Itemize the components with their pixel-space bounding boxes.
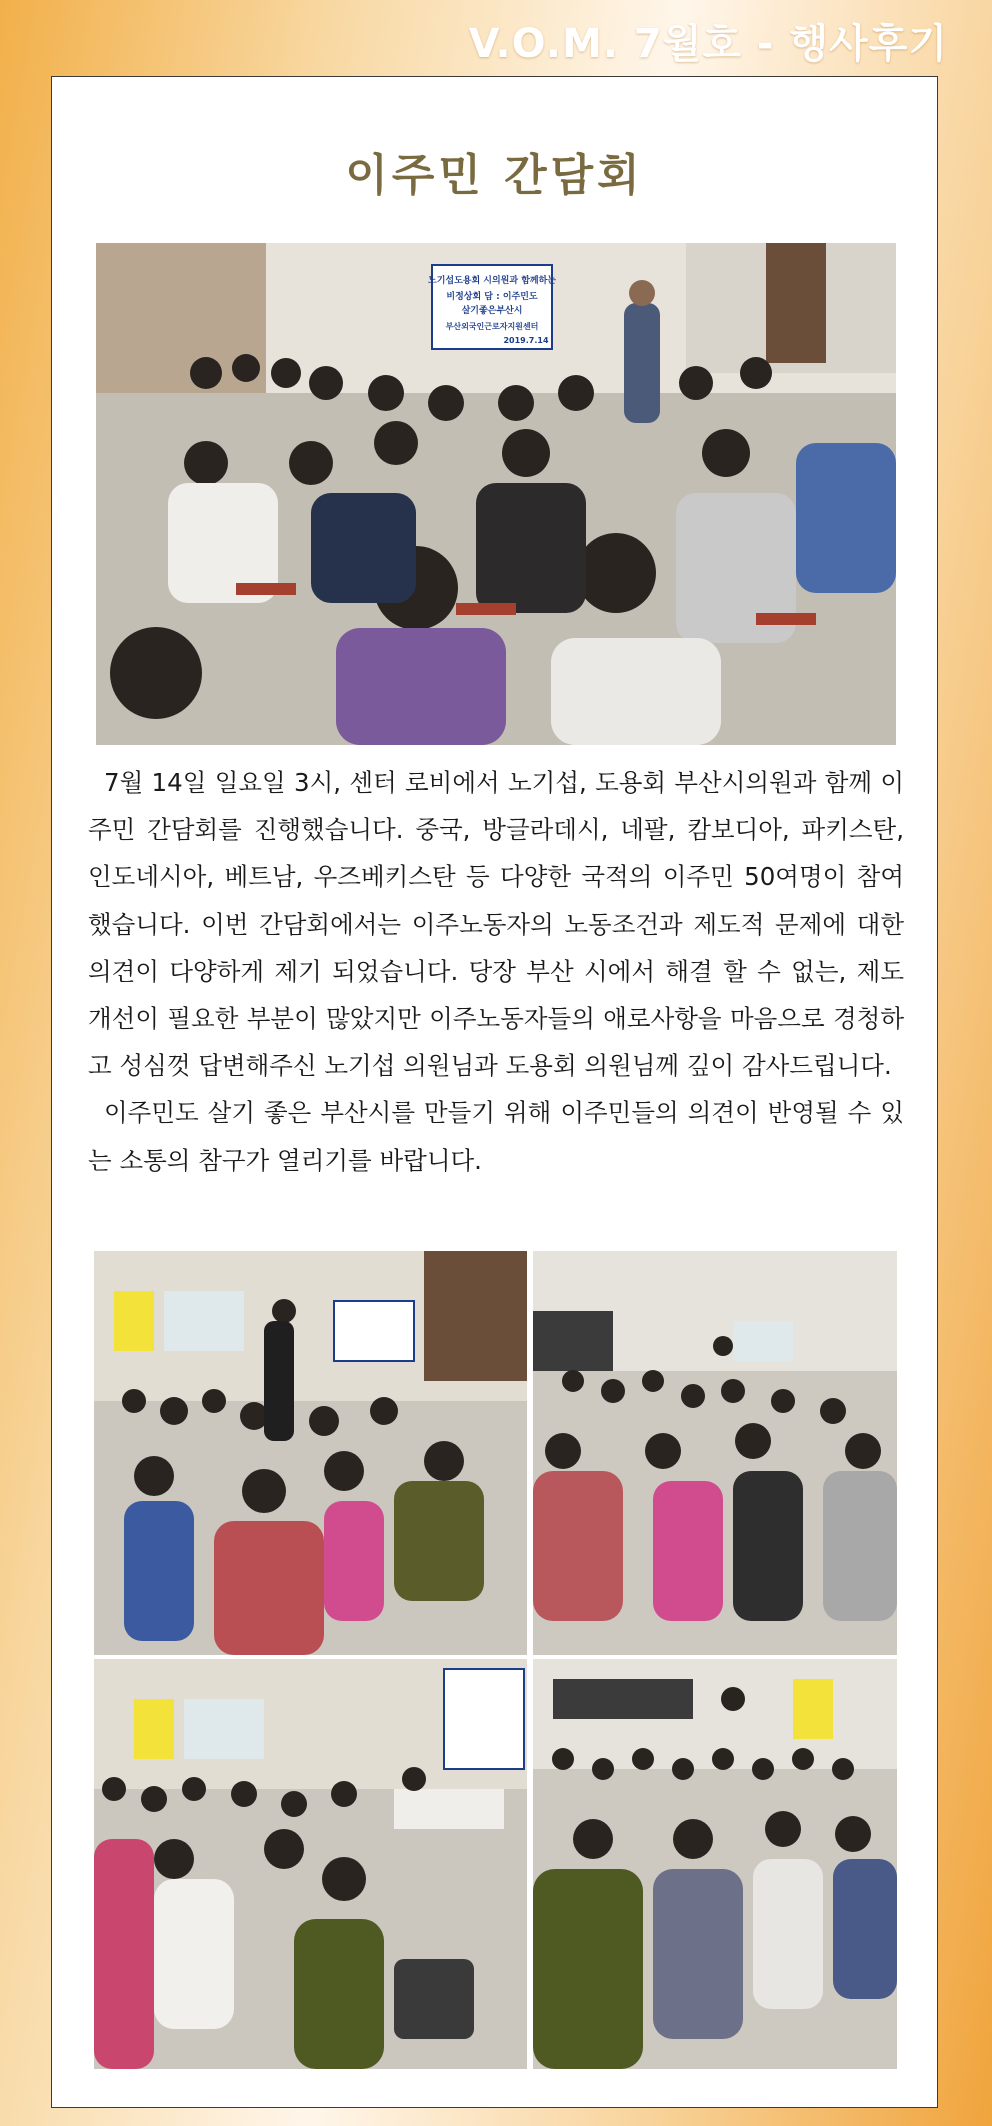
article-card xyxy=(51,76,938,2108)
event-photo-grid-1 xyxy=(94,1251,527,1655)
event-photo-grid-2 xyxy=(533,1251,897,1655)
main-event-photo xyxy=(96,243,896,745)
banner-line-1: 노기섭도용회 시의원과 함께하는 xyxy=(428,276,556,286)
event-photo-grid-3 xyxy=(94,1659,527,2069)
article-body xyxy=(88,759,904,1184)
banner-line-3: 살기좋은부산시 xyxy=(461,306,523,316)
newsletter-header-title: V.O.M. 7월호 - 행사후기 xyxy=(468,21,948,67)
banner-line-2: 비정상회 담 : 이주민도 xyxy=(446,292,538,302)
banner-date: 2019.7.14 xyxy=(503,336,549,345)
article-paragraph-2: 이주민도 살기 좋은 부산시를 만들기 위해 이주민들의 의견이 반영될 수 있는 소통의 참구가 열리기를 바랍니다. xyxy=(88,1098,904,1175)
article-paragraph-1: 7월 14일 일요일 3시, 센터 로비에서 노기섭, 도용회 부산시의원과 함께 이주민 간담회를 진행했습니다. 중국, 방글라데시, 네팔, 캄보디아, 파키스탄, 인도네시아, 베트남, 우즈베키스탄 등 다양한 국적의 이주민 50여명이 참여했습니다. 이번 간담회에서는 이주노동자의 노동조건과 제도적 문제에 대한 의견이 다양하게 제기 되었습니다. 당장 부산 시에서 해결 할 수 없는, 제도 개선이 필요한 부분이 많았지만 이주노동자들의 애로사항을 마음으로 경청하고 성심껏 답변해주신 노기섭 의원님과 도용회 의원님께 깊이 감사드립니다. xyxy=(88,768,904,1081)
banner-line-4: 부산외국인근로자지원센터 xyxy=(445,322,539,331)
article-title: 이주민 간담회 xyxy=(345,150,644,201)
event-photo-grid-4 xyxy=(533,1659,897,2069)
